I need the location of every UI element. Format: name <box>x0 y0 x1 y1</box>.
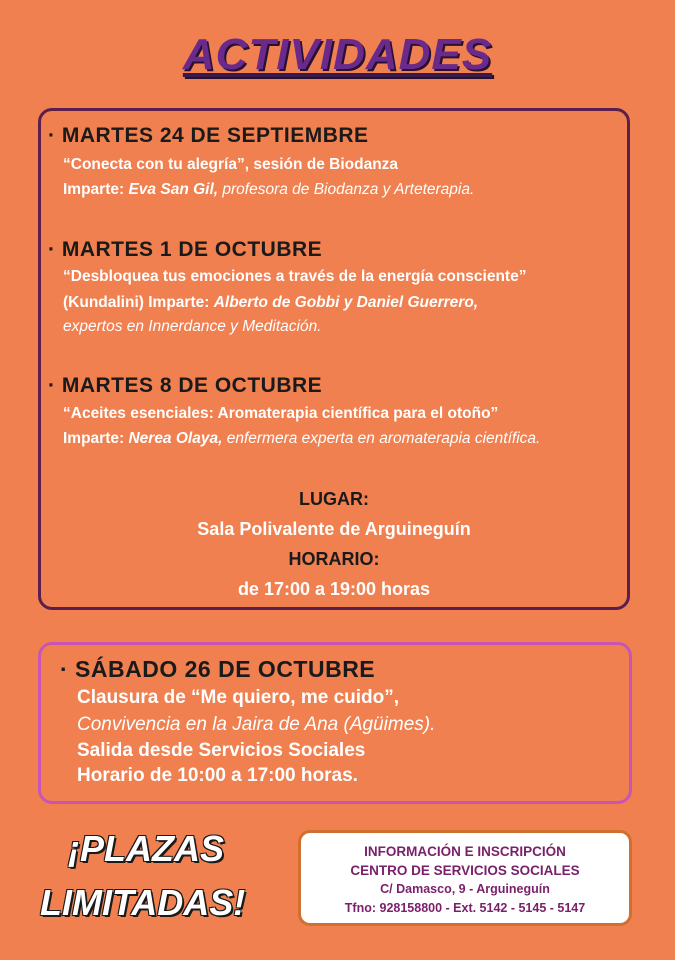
event-3-speaker <box>63 430 540 448</box>
schedule-value: de 17:00 a 19:00 horas <box>237 579 431 599</box>
info-phone: Tfno: 928158800 - Ext. 5142 - 5145 - 5147 <box>344 901 586 915</box>
event-3-speaker-label: Imparte: <box>63 430 129 447</box>
event-2-speaker-label: (Kundalini) Imparte: <box>63 294 214 311</box>
limited-places-line-1: ¡PLAZAS <box>68 828 224 869</box>
event-3-speaker-name: Nerea Olaya, <box>128 430 223 447</box>
event-2-title: “Desbloquea tus emociones a través de la energía consciente” <box>63 268 527 285</box>
info-box <box>298 830 632 926</box>
closing-line-4: Horario de 10:00 a 17:00 horas. <box>77 765 358 786</box>
event-2-heading: · MARTES 1 DE OCTUBRE <box>48 238 323 261</box>
event-1-heading: · MARTES 24 DE SEPTIEMBRE <box>48 124 369 147</box>
info-center: CENTRO DE SERVICIOS SOCIALES <box>350 863 580 878</box>
event-3-speaker-role: enfermera experta en aromaterapia científica. <box>222 430 541 447</box>
event-2-speaker-role: expertos en Innerdance y Meditación. <box>63 318 322 335</box>
limited-places-line-2: LIMITADAS! <box>40 882 246 923</box>
closing-line-3: Salida desde Servicios Sociales <box>77 740 366 761</box>
event-1-speaker <box>63 181 474 199</box>
venue-value: Sala Polivalente de Arguineguín <box>197 519 471 539</box>
closing-line-1: Clausura de “Me quiero, me cuido”, <box>77 687 400 708</box>
info-address: C/ Damasco, 9 - Arguineguín <box>380 882 550 896</box>
venue-label: LUGAR: <box>299 489 369 509</box>
event-1-title: “Conecta con tu alegría”, sesión de Biodanza <box>63 156 399 173</box>
event-3-title: “Aceites esenciales: Aromaterapia científica para el otoño” <box>63 405 499 422</box>
event-2-speaker <box>63 294 478 312</box>
event-1-speaker-name: Eva San Gil, <box>128 181 219 198</box>
info-title: INFORMACIÓN E INSCRIPCIÓN <box>364 844 566 859</box>
closing-line-2: Convivencia en la Jaira de Ana (Agüimes). <box>77 714 436 735</box>
event-1-speaker-label: Imparte: <box>63 181 129 198</box>
event-1-speaker-role: profesora de Biodanza y Arteterapia. <box>218 181 475 198</box>
schedule-label: HORARIO: <box>288 549 380 569</box>
event-3-heading: · MARTES 8 DE OCTUBRE <box>48 374 323 397</box>
event-2-speaker-name: Alberto de Gobbi y Daniel Guerrero, <box>213 294 479 311</box>
closing-heading: · SÁBADO 26 DE OCTUBRE <box>60 656 376 682</box>
page-title: ACTIVIDADES <box>182 30 493 79</box>
